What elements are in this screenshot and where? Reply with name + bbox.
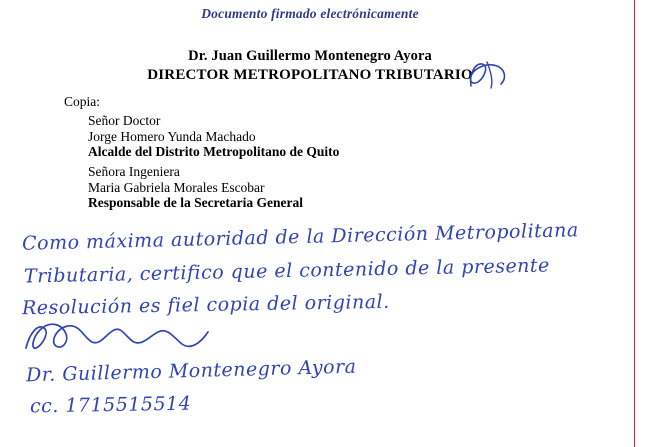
recipient-1-name: Jorge Homero Yunda Machado bbox=[88, 128, 256, 144]
handwritten-signature-name: Dr. Guillermo Montenegro Ayora bbox=[25, 355, 357, 387]
electronic-signature-note: Documento firmado electrónicamente bbox=[201, 6, 419, 21]
copy-label: Copia: bbox=[64, 94, 100, 109]
handwritten-certification bbox=[0, 218, 649, 447]
recipient-2-name: Maria Gabriela Morales Escobar bbox=[88, 179, 265, 195]
recipient-1-honorific: Señor Doctor bbox=[88, 113, 161, 128]
signer-title: DIRECTOR METROPOLITANO TRIBUTARIO bbox=[147, 67, 473, 83]
signer-name: Dr. Juan Guillermo Montenegro Ayora bbox=[188, 48, 432, 64]
recipient-block-1 bbox=[88, 113, 339, 160]
recipient-2-honorific: Señora Ingeniera bbox=[88, 164, 180, 179]
handwritten-line-3: Resolución es fiel copia del original. bbox=[21, 290, 390, 320]
recipient-2-position: Responsable de la Secretaria General bbox=[88, 195, 303, 210]
signer-block bbox=[0, 48, 620, 84]
handwritten-line-1: Como máxima autoridad de la Dirección Metropolitana bbox=[21, 219, 579, 255]
handwritten-id-line: cc. 1715515514 bbox=[29, 392, 192, 418]
handwritten-signature-icon bbox=[22, 318, 212, 358]
handwritten-line-2: Tributaria, certifico que el contenido de la presente bbox=[23, 254, 551, 288]
recipient-1-position: Alcalde del Distrito Metropolitano de Quito bbox=[88, 144, 340, 159]
recipient-block-2 bbox=[88, 164, 303, 211]
